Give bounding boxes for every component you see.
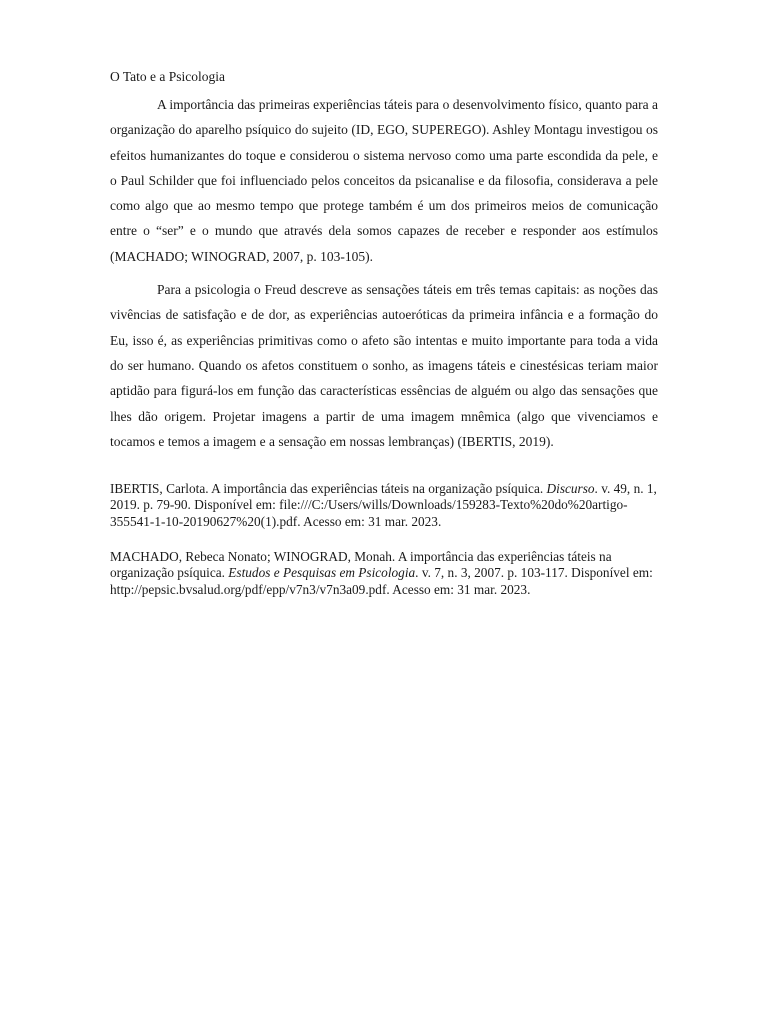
reference-ibertis-details: . v. 49, n. 1, 2019. p. 79-90. Disponível em: file:///C:/Users/wills/Downloads/159283-Texto%20do%20artigo-355541-1-10-20190627%20(1).pdf. Acesso em: 31 mar. 2023. [110, 481, 657, 529]
reference-ibertis [110, 481, 658, 530]
reference-ibertis-journal: Discurso [546, 481, 595, 497]
reference-machado-details: . v. 7, n. 3, 2007. p. 103-117. Disponível em: http://pepsic.bvsalud.org/pdf/epp/v7n3/v7n3a09.pdf. Acesso em: 31 mar. 2023. [110, 565, 653, 597]
body-paragraph-2: Para a psicologia o Freud descreve as sensações táteis em três temas capitais: as noções das vivências de satisfação e de dor, as experiências autoeróticas da primeira infância e a formação do Eu, isso é, as experiências primitivas como o afeto são intentas e muito importante para toda a vida do ser humano. Quando os afetos constituem o sonho, as imagens táteis e cinestésicas teriam maior aptidão para figurá-los em função das características essências de alguém ou algo das sensações que lhes dão origem. Projetar imagens a partir de uma imagem mnêmica (algo que vivenciamos e tocamos e temos a imagem e a sensação em nossas lembranças) (IBERTIS, 2019). [110, 282, 658, 449]
body-paragraph-1: A importância das primeiras experiências táteis para o desenvolvimento físico, quanto para a organização do aparelho psíquico do sujeito (ID, EGO, SUPEREGO). Ashley Montagu investigou os efeitos humanizantes do toque e considerou o sistema nervoso como uma parte escondida da pele, e o Paul Schilder que foi influenciado pelos conceitos da psicanalise e da filosofia, considerava a pele como algo que ao mesmo tempo que protege também é um dos primeiros meios de comunicação entre o “ser” e o mundo que através dela somos capazes de receber e responder aos estímulos (MACHADO; WINOGRAD, 2007, p. 103-105). [110, 97, 658, 264]
references-section [110, 481, 658, 598]
reference-machado-journal: Estudos e Pesquisas em Psicologia [228, 565, 416, 581]
reference-machado [110, 549, 658, 598]
reference-machado-authors-title: MACHADO, Rebeca Nonato; WINOGRAD, Monah. A importância das experiências táteis na organização psíquica. [110, 549, 612, 581]
document-title: O Tato e a Psicologia [110, 69, 226, 84]
document-page [110, 66, 658, 617]
reference-ibertis-authors-title: IBERTIS, Carlota. A importância das experiências táteis na organização psíquica. [110, 481, 547, 497]
